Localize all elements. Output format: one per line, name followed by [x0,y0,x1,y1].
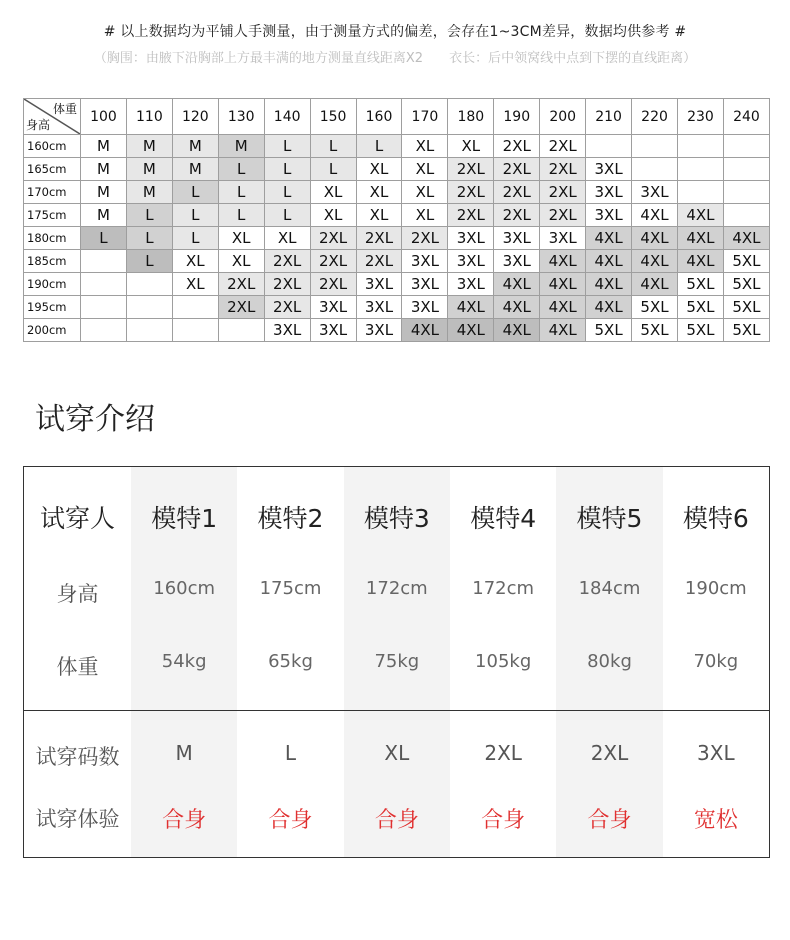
size-cell: XL [356,158,402,181]
size-cell: 5XL [677,319,723,342]
size-cell: M [81,158,127,181]
size-cell: 4XL [586,227,632,250]
model-weight: 65kg [268,651,313,672]
height-cell: 175cm [24,204,81,227]
size-cell: M [218,135,264,158]
corner-cell [24,99,81,135]
size-cell: 4XL [632,273,678,296]
size-cell: XL [218,227,264,250]
size-cell: 2XL [540,204,586,227]
model-weight: 80kg [587,651,632,672]
size-cell: 5XL [677,273,723,296]
size-cell: 5XL [723,296,769,319]
model-height: 175cm [259,578,322,599]
size-cell: M [81,204,127,227]
size-cell: 3XL [494,227,540,250]
model-height: 160cm [153,578,216,599]
size-cell: 4XL [723,227,769,250]
model-column [450,467,556,857]
height-cell: 190cm [24,273,81,296]
model-height: 184cm [578,578,641,599]
size-cell: 3XL [448,250,494,273]
size-cell: 3XL [586,204,632,227]
size-cell: L [172,181,218,204]
size-cell: 4XL [494,296,540,319]
label-size: 试穿码数 [35,745,120,769]
tryon-divider [24,710,769,711]
model-size: L [284,741,297,765]
size-cell: 4XL [448,319,494,342]
size-cell: M [126,181,172,204]
size-cell: M [172,158,218,181]
size-cell: 2XL [264,273,310,296]
model-name: 模特3 [363,504,430,533]
size-cell [723,135,769,158]
size-cell: 3XL [356,319,402,342]
height-cell: 170cm [24,181,81,204]
size-cell: 2XL [402,227,448,250]
size-cell: M [172,135,218,158]
size-cell [632,135,678,158]
size-cell: 2XL [310,250,356,273]
height-cell: 160cm [24,135,81,158]
model-experience: 宽松 [693,808,738,833]
size-cell: L [310,135,356,158]
weight-header-row [24,99,770,135]
size-cell: 4XL [586,296,632,319]
size-cell: 2XL [494,204,540,227]
weight-header: 160 [356,99,402,135]
measurement-note: # 以上数据均为平铺人手测量，由于测量方式的偏差，会存在1~3CM差异，数据均供参考 # [103,24,687,40]
model-name: 模特5 [576,504,643,533]
model-column [556,467,662,857]
size-cell: 3XL [448,227,494,250]
label-height: 身高 [56,582,99,606]
size-cell: 3XL [402,250,448,273]
size-cell: 5XL [632,319,678,342]
size-cell: M [126,135,172,158]
size-cell [723,158,769,181]
size-cell: XL [356,204,402,227]
size-cell: 4XL [448,296,494,319]
size-cell: 3XL [310,296,356,319]
model-weight: 54kg [161,651,207,672]
size-cell: 5XL [723,250,769,273]
size-cell: 3XL [402,273,448,296]
weight-header: 200 [540,99,586,135]
size-cell: 4XL [494,273,540,296]
weight-header: 120 [172,99,218,135]
model-size: 3XL [697,741,735,765]
height-cell: 195cm [24,296,81,319]
size-cell [677,181,723,204]
size-cell: 3XL [356,273,402,296]
size-cell: 3XL [632,181,678,204]
size-cell: 4XL [677,204,723,227]
size-cell: L [126,227,172,250]
model-name: 模特2 [257,504,324,533]
size-cell: XL [402,181,448,204]
size-cell: XL [218,250,264,273]
size-cell: 2XL [540,181,586,204]
size-cell: 2XL [448,204,494,227]
size-cell: 4XL [632,204,678,227]
size-row [24,181,770,204]
size-cell [126,273,172,296]
model-name: 模特1 [151,504,218,533]
model-experience: 合身 [481,808,526,833]
size-cell [81,319,127,342]
size-cell [218,319,264,342]
weight-header: 130 [218,99,264,135]
height-cell: 180cm [24,227,81,250]
size-cell [586,135,632,158]
weight-header: 220 [632,99,678,135]
size-cell: 2XL [218,296,264,319]
size-row [24,135,770,158]
size-cell: 4XL [632,250,678,273]
size-cell: L [81,227,127,250]
size-cell: 3XL [264,319,310,342]
tryon-table [23,466,770,858]
model-height: 172cm [365,578,428,599]
size-cell: 2XL [448,181,494,204]
size-cell [172,296,218,319]
size-cell: XL [310,204,356,227]
model-weight: 75kg [374,651,420,672]
size-cell: 3XL [310,319,356,342]
size-cell: L [264,158,310,181]
height-cell: 200cm [24,319,81,342]
size-row [24,273,770,296]
size-cell: L [172,227,218,250]
weight-header: 180 [448,99,494,135]
model-column [237,467,343,857]
size-cell: 4XL [540,296,586,319]
size-cell [632,158,678,181]
size-cell: 4XL [677,227,723,250]
measurement-definitions [0,47,790,66]
size-cell: 5XL [632,296,678,319]
size-cell: 3XL [586,158,632,181]
size-cell: 4XL [632,227,678,250]
size-cell: XL [448,135,494,158]
size-cell: 2XL [356,250,402,273]
weight-header: 240 [723,99,769,135]
model-size: XL [384,741,410,765]
size-cell: 2XL [356,227,402,250]
model-weight: 105kg [475,651,532,672]
size-cell: 2XL [540,135,586,158]
tryon-title: 试穿介绍 [35,402,155,437]
size-cell [677,135,723,158]
model-size: 2XL [484,741,522,765]
size-cell: 2XL [310,227,356,250]
size-cell: 4XL [540,273,586,296]
chest-definition: （胸围：由腋下沿胸部上方最丰满的地方测量直线距离X2 [93,51,424,66]
size-cell [723,181,769,204]
size-cell [81,273,127,296]
size-cell: XL [402,135,448,158]
label-tester: 试穿人 [39,504,115,533]
weight-header: 140 [264,99,310,135]
size-cell: 2XL [264,296,310,319]
size-cell: L [218,158,264,181]
weight-header: 190 [494,99,540,135]
size-cell [126,296,172,319]
size-cell: 4XL [586,273,632,296]
model-experience: 合身 [162,808,207,833]
size-cell: 5XL [723,273,769,296]
size-cell: 4XL [540,319,586,342]
model-size: M [175,741,193,765]
weight-header: 100 [81,99,127,135]
weight-header: 210 [586,99,632,135]
size-cell: L [310,158,356,181]
size-cell: L [126,250,172,273]
weight-header: 110 [126,99,172,135]
weight-header: 230 [677,99,723,135]
size-cell: L [264,181,310,204]
size-cell: 2XL [494,181,540,204]
size-chart-table [23,98,770,342]
height-cell: 165cm [24,158,81,181]
size-cell: XL [310,181,356,204]
size-cell: L [126,204,172,227]
size-cell: 2XL [448,158,494,181]
size-cell: 5XL [723,319,769,342]
model-name: 模特4 [470,504,537,533]
size-cell: 2XL [540,158,586,181]
size-cell: XL [172,273,218,296]
size-row [24,204,770,227]
size-cell: L [172,204,218,227]
corner-weight-label: 体重 [52,102,77,116]
size-row [24,250,770,273]
weight-header: 150 [310,99,356,135]
size-cell: 2XL [310,273,356,296]
size-cell: XL [402,158,448,181]
model-column [131,467,237,857]
model-name: 模特6 [682,504,749,533]
size-chart-body [24,135,770,342]
size-cell: L [218,204,264,227]
size-cell: 3XL [448,273,494,296]
model-size: 2XL [590,741,629,765]
size-cell: 3XL [356,296,402,319]
height-cell: 185cm [24,250,81,273]
model-experience: 合身 [587,808,632,833]
size-cell: 3XL [402,296,448,319]
model-experience: 合身 [268,808,313,833]
corner-height-label: 身高 [26,118,51,132]
size-cell: L [264,135,310,158]
size-cell: M [81,181,127,204]
size-row [24,227,770,250]
size-row [24,158,770,181]
length-definition: 衣长：后中领窝线中点到下摆的直线距离） [449,51,697,66]
size-cell: 4XL [586,250,632,273]
size-cell [81,250,127,273]
size-cell: XL [172,250,218,273]
label-experience: 试穿体验 [35,807,120,831]
size-cell: L [264,204,310,227]
size-cell [677,158,723,181]
size-cell: L [218,181,264,204]
size-cell [723,204,769,227]
model-experience: 合身 [374,808,419,833]
size-cell: 4XL [540,250,586,273]
size-cell: 4XL [494,319,540,342]
size-cell: 5XL [677,296,723,319]
size-cell: M [126,158,172,181]
tryon-label-column [24,467,131,857]
size-row [24,319,770,342]
size-cell: 2XL [218,273,264,296]
size-cell: 2XL [494,135,540,158]
size-cell: L [356,135,402,158]
size-cell [172,319,218,342]
size-cell: XL [356,181,402,204]
size-cell: 2XL [264,250,310,273]
model-weight: 70kg [693,651,739,672]
model-height: 190cm [684,578,747,599]
size-cell: 5XL [586,319,632,342]
size-cell: 3XL [540,227,586,250]
size-cell: 3XL [494,250,540,273]
size-cell [81,296,127,319]
size-cell: 3XL [586,181,632,204]
size-cell: XL [402,204,448,227]
size-cell: XL [264,227,310,250]
size-cell: 2XL [494,158,540,181]
size-cell: M [81,135,127,158]
weight-header: 170 [402,99,448,135]
size-cell [126,319,172,342]
label-weight: 体重 [56,655,99,679]
size-row [24,296,770,319]
model-column [344,467,450,857]
model-height: 172cm [472,578,535,599]
model-column [663,467,769,857]
size-cell: 4XL [402,319,448,342]
size-cell: 4XL [677,250,723,273]
